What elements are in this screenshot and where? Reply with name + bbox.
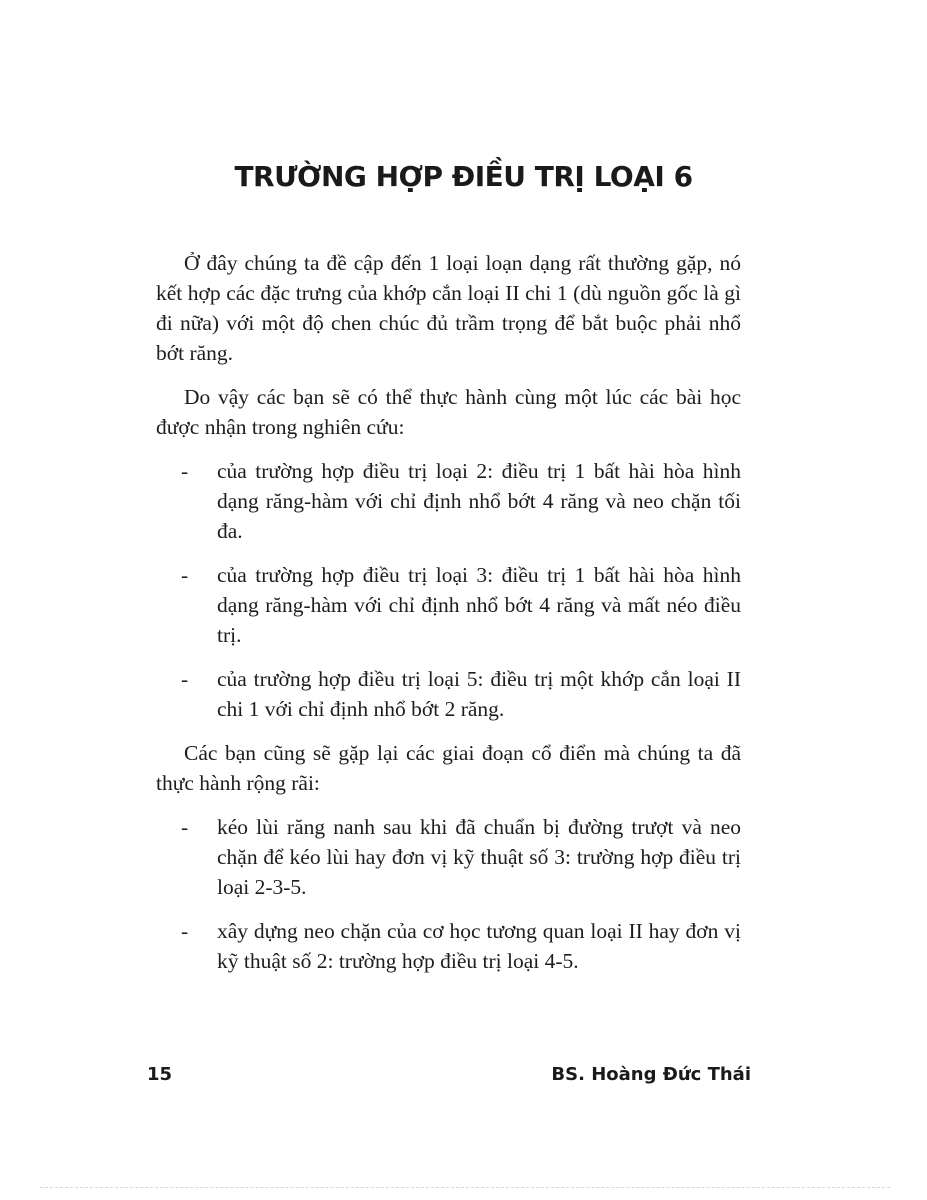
list-item-text: xây dựng neo chặn của cơ học tương quan loại II hay đơn vị kỹ thuật số 2: trường hợp điều trị loại 4-5. [217,919,741,973]
bullet-dash: - [181,919,189,943]
body-text [156,248,741,990]
lesson-list [156,456,741,724]
list-item-text: của trường hợp điều trị loại 3: điều trị 1 bất hài hòa hình dạng răng-hàm với chỉ định nhổ bớt 4 răng và mất néo điều trị. [217,563,741,647]
list-item-text: của trường hợp điều trị loại 2: điều trị 1 bất hài hòa hình dạng răng-hàm với chỉ định nhổ bớt 4 răng và neo chặn tối đa. [217,459,741,543]
list-item [156,456,741,546]
phase-list [156,812,741,976]
page-title: TRƯỜNG HỢP ĐIỀU TRỊ LOẠI 6 [234,160,693,193]
list-item [156,560,741,650]
list-item [156,664,741,724]
list-item [156,812,741,902]
bullet-dash: - [181,667,189,691]
intro-paragraph: Ở đây chúng ta đề cập đến 1 loại loạn dạng rất thường gặp, nó kết hợp các đặc trưng của khớp cắn loại II chi 1 (dù nguồn gốc là gì đi nữa) với một độ chen chúc đủ trầm trọng để bắt buộc phải nhổ bớt răng. [156,251,741,365]
bullet-dash: - [181,815,189,839]
list-item-text: của trường hợp điều trị loại 5: điều trị một khớp cắn loại II chi 1 với chỉ định nhổ bớt 2 răng. [217,667,741,721]
list-item-text: kéo lùi răng nanh sau khi đã chuẩn bị đường trượt và neo chặn để kéo lùi hay đơn vị kỹ thuật số 3: trường hợp điều trị loại 2-3-5. [217,815,741,899]
page-number: 15 [147,1064,173,1085]
lessons-intro-paragraph: Do vậy các bạn sẽ có thể thực hành cùng một lúc các bài học được nhận trong nghiên cứu: [156,385,741,439]
bullet-dash: - [181,459,189,483]
phases-intro-paragraph: Các bạn cũng sẽ gặp lại các giai đoạn cổ điển mà chúng ta đã thực hành rộng rãi: [156,741,741,795]
bullet-dash: - [181,563,189,587]
author-name: BS. Hoàng Đức Thái [551,1064,751,1085]
scan-edge-divider [40,1187,890,1188]
list-item [156,916,741,976]
